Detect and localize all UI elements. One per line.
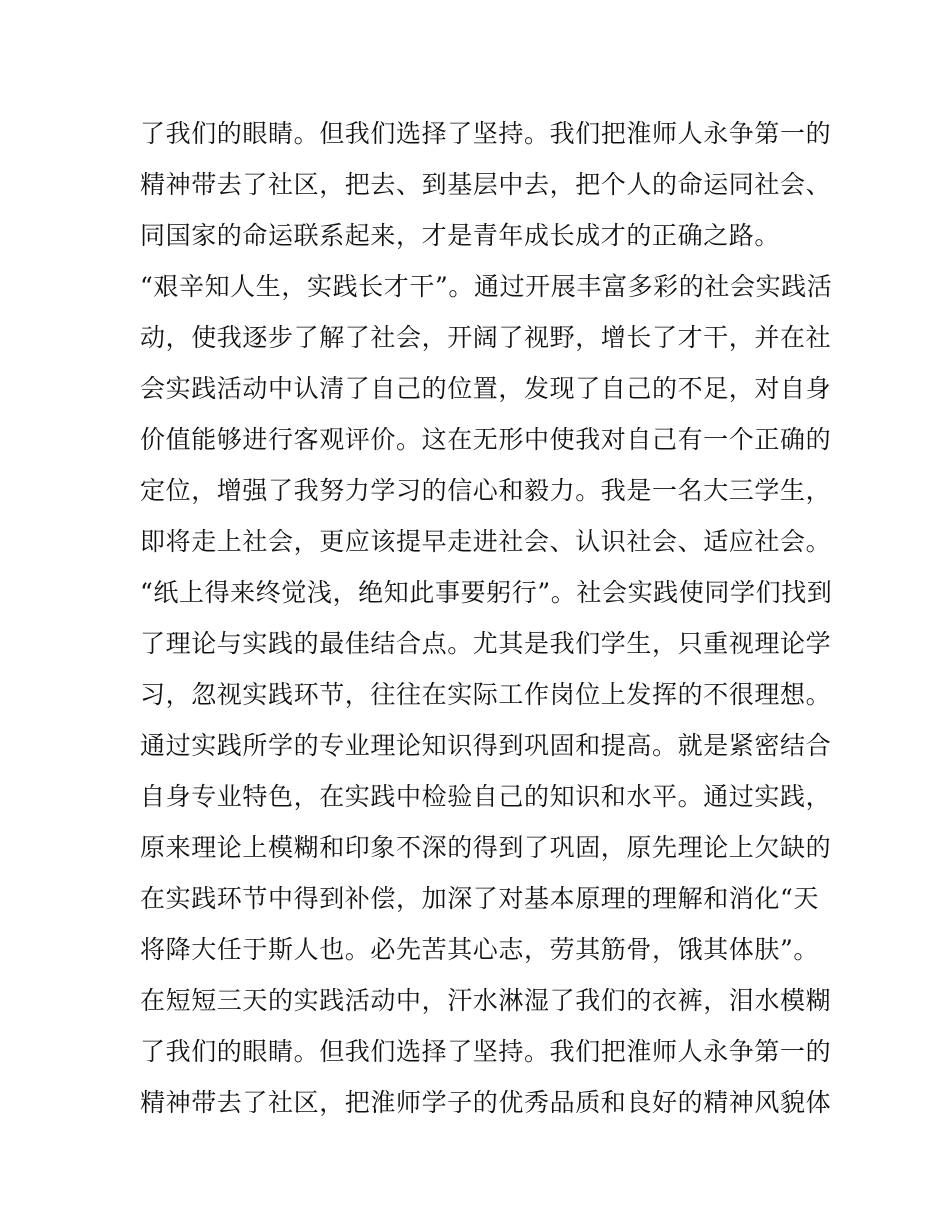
text-line: 定位，增强了我努力学习的信心和毅力。我是一名大三学生，	[140, 476, 832, 505]
text-line: 了理论与实践的最佳结合点。尤其是我们学生，只重视理论学	[140, 629, 832, 658]
text-line: 价值能够进行客观评价。这在无形中使我对自己有一个正确的	[140, 425, 832, 454]
text-line: 自身专业特色，在实践中检验自己的知识和水平。通过实践，	[140, 782, 832, 811]
text-line: 在实践环节中得到补偿，加深了对基本原理的理解和消化“天	[140, 884, 819, 913]
text-line: 会实践活动中认清了自己的位置，发现了自己的不足，对自身	[140, 374, 832, 403]
text-line: 精神带去了社区，把去、到基层中去，把个人的命运同社会、	[140, 170, 832, 199]
text-line: 同国家的命运联系起来，才是青年成长成才的正确之路。	[140, 221, 781, 250]
text-line: 即将走上社会，更应该提早走进社会、认识社会、适应社会。	[140, 527, 832, 556]
text-line: “艰辛知人生，实践长才干”。通过开展丰富多彩的社会实践活	[140, 272, 833, 301]
text-line: “纸上得来终觉浅，绝知此事要躬行”。社会实践使同学们找到	[140, 578, 833, 607]
text-line: 动，使我逐步了解了社会，开阔了视野，增长了才干，并在社	[140, 323, 832, 352]
text-line: 习，忽视实践环节，往往在实际工作岗位上发挥的不很理想。	[140, 680, 832, 709]
document-body	[140, 108, 833, 1128]
text-line: 原来理论上模糊和印象不深的得到了巩固，原先理论上欠缺的	[140, 833, 832, 862]
text-line: 了我们的眼睛。但我们选择了坚持。我们把淮师人永争第一的	[140, 1037, 832, 1066]
text-line: 在短短三天的实践活动中，汗水淋湿了我们的衣裤，泪水模糊	[140, 986, 832, 1015]
text-line: 精神带去了社区，把淮师学子的优秀品质和良好的精神风貌体	[140, 1088, 832, 1117]
text-line: 了我们的眼睛。但我们选择了坚持。我们把淮师人永争第一的	[140, 119, 832, 148]
text-line: 通过实践所学的专业理论知识得到巩固和提高。就是紧密结合	[140, 731, 832, 760]
text-line: 将降大任于斯人也。必先苦其心志，劳其筋骨，饿其体肤”。	[140, 935, 819, 964]
